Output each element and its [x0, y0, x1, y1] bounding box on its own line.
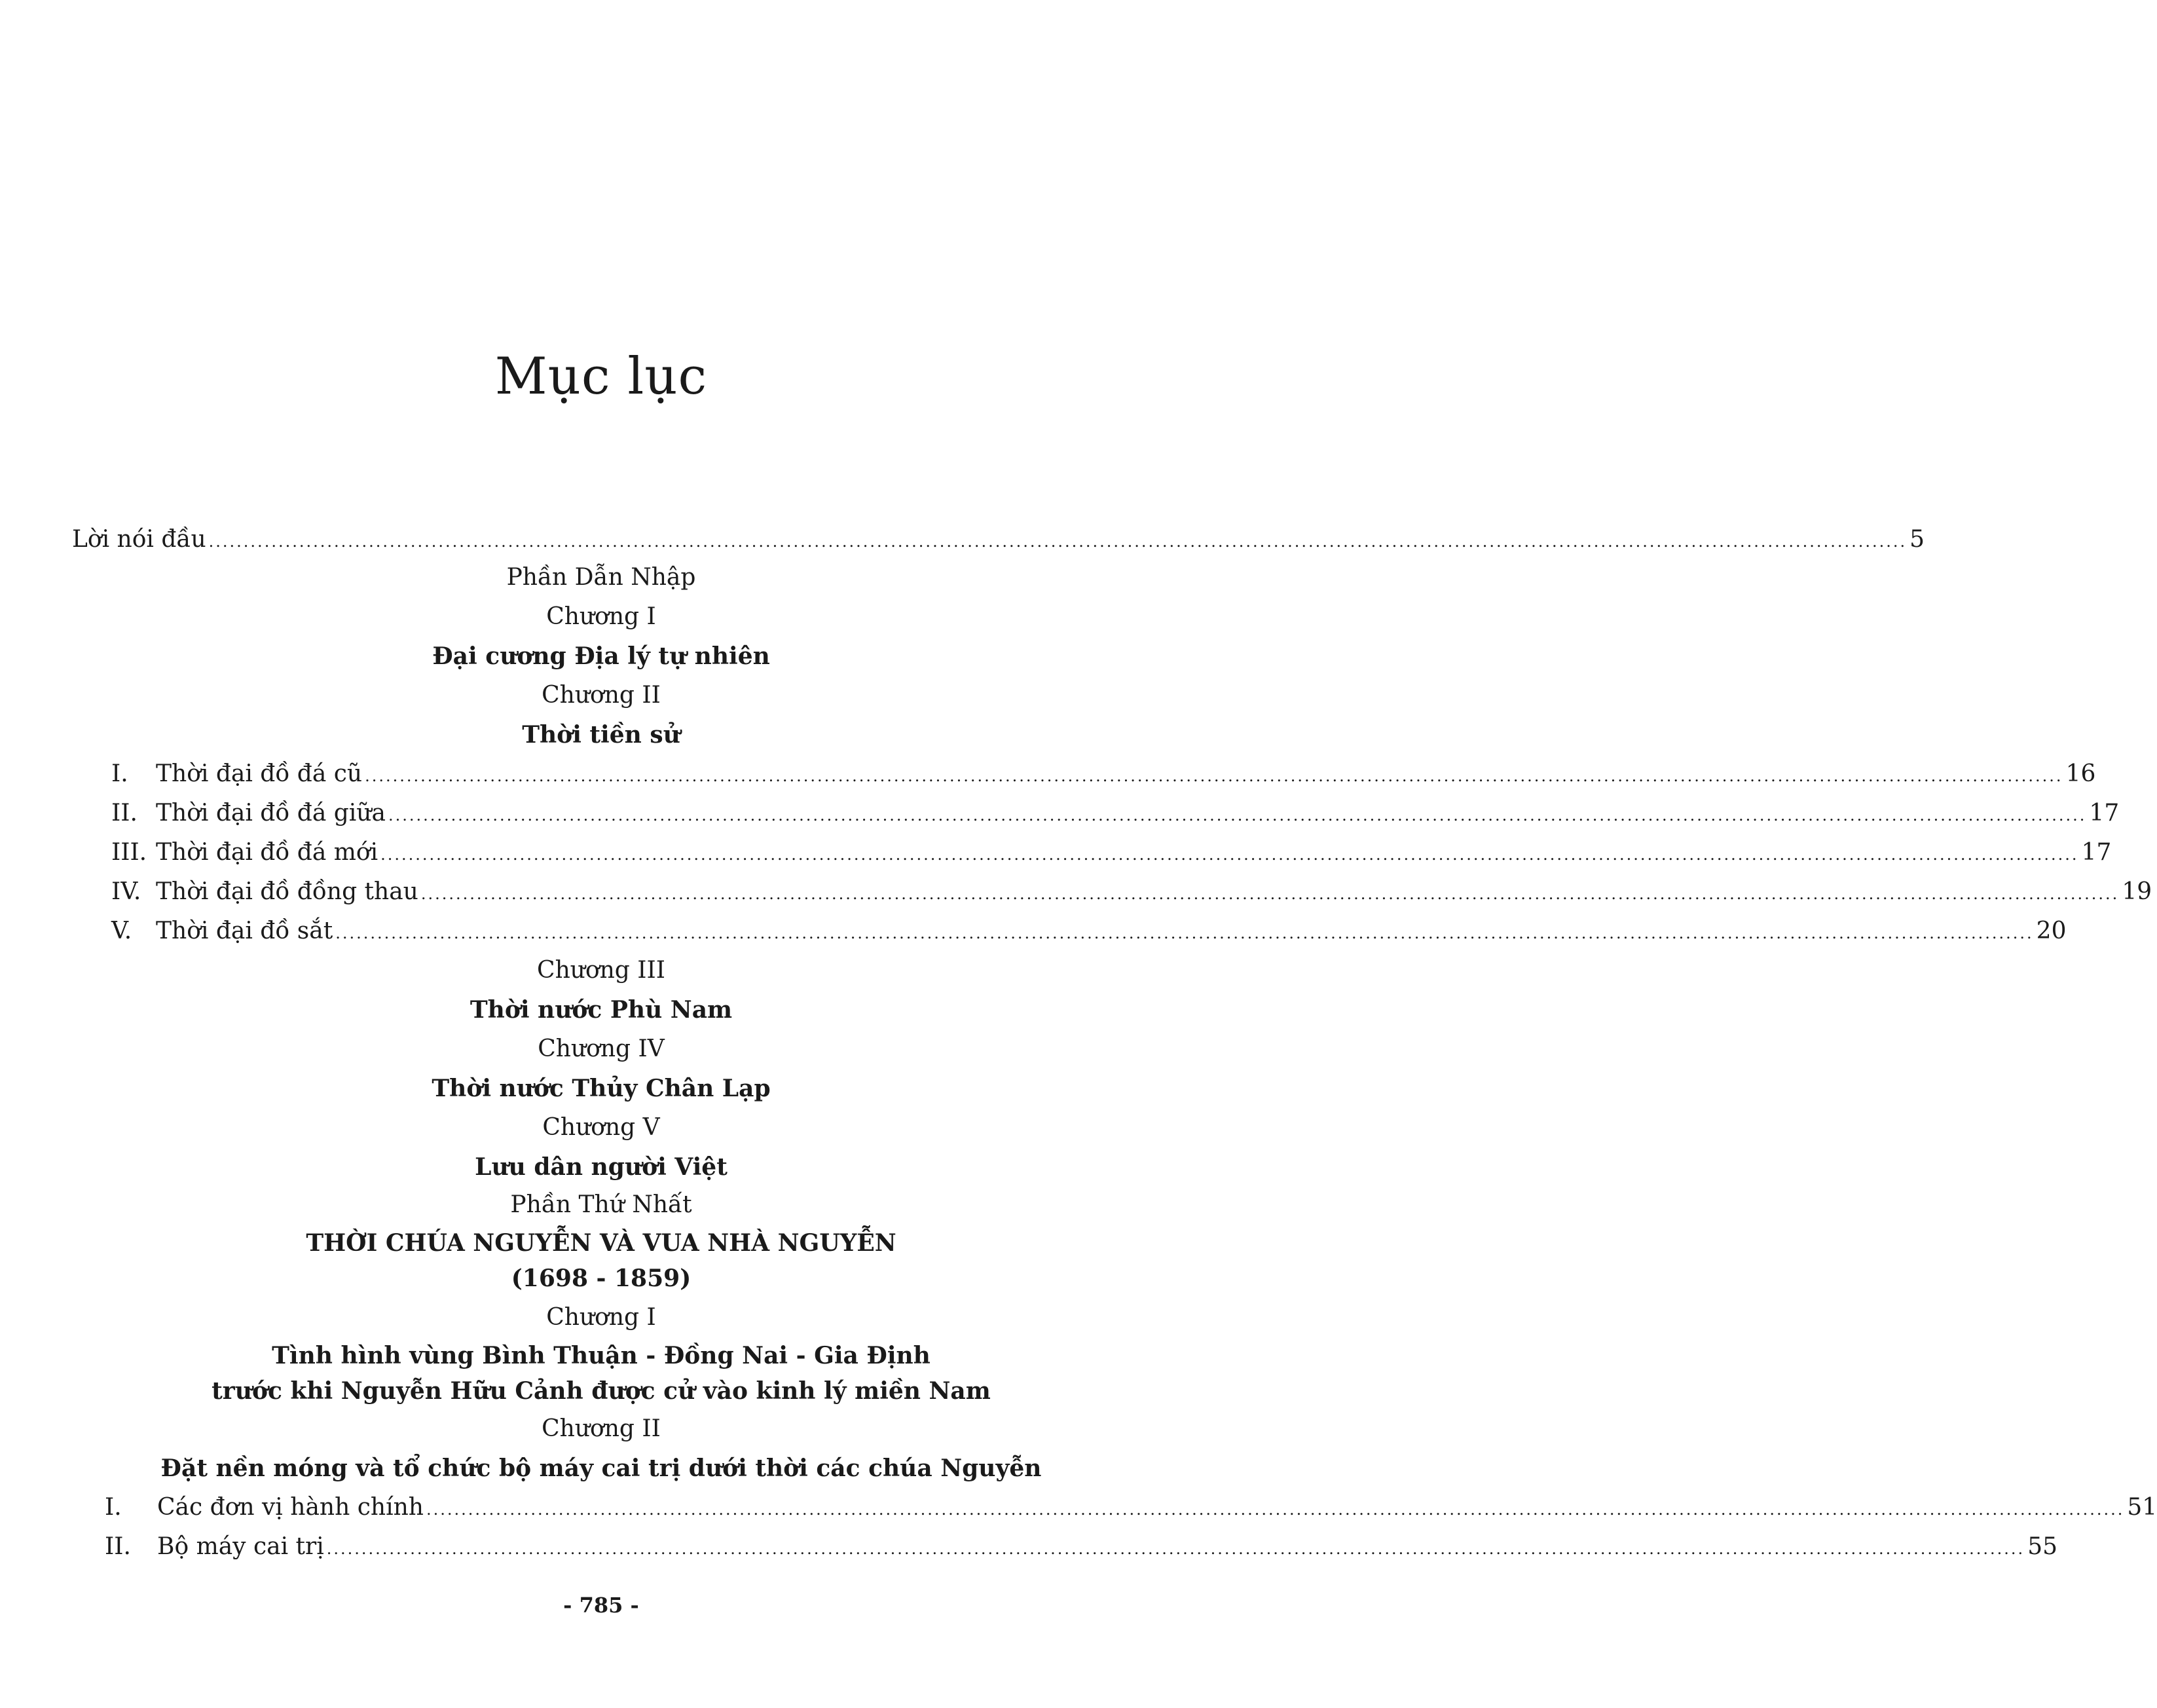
- chapter-label: Chương I: [546, 603, 656, 630]
- dot-leader: ....................................................................................................................................................................................................................................................: [335, 924, 2034, 942]
- toc-entry-number: IV.: [111, 878, 141, 905]
- toc-entry-label: Bộ máy cai trị: [157, 1533, 324, 1560]
- toc-page-number: 55: [2027, 1533, 2057, 1560]
- chapter-label: Chương V: [542, 1114, 660, 1141]
- toc-entry[interactable]: [111, 758, 2096, 792]
- chapter-title: Đại cương Địa lý tự nhiên: [432, 642, 770, 670]
- toc-entry-label: Lời nói đầu: [72, 526, 206, 553]
- chapter-label: Chương III: [537, 957, 665, 984]
- toc-entry-label: Thời đại đồ đá giữa: [156, 800, 386, 826]
- chapter-title: Thời nước Thủy Chân Lạp: [432, 1075, 771, 1102]
- toc-page-number: 20: [2036, 918, 2067, 944]
- toc-entry-number: III.: [111, 839, 147, 866]
- part-heading: Phần Dẫn Nhập: [506, 564, 696, 591]
- chapter-title: Lưu dân người Việt: [475, 1153, 728, 1181]
- page-title: Mục lục: [494, 347, 708, 406]
- toc-entry[interactable]: [111, 916, 2067, 949]
- toc-page-number: 17: [2089, 800, 2120, 826]
- toc-entry[interactable]: [111, 876, 2152, 910]
- toc-entry-number: II.: [111, 800, 138, 826]
- toc-entry-label: Các đơn vị hành chính: [157, 1494, 424, 1521]
- chapter-label: Chương II: [542, 682, 661, 709]
- toc-entry-label: Thời đại đồ đá cũ: [156, 760, 363, 787]
- chapter-title: Thời nước Phù Nam: [470, 996, 733, 1024]
- part-title: THỜI CHÚA NGUYỄN VÀ VUA NHÀ NGUYỄN: [306, 1229, 896, 1257]
- dot-leader: ....................................................................................................................................................................................................................................................: [420, 885, 2120, 903]
- toc-entry[interactable]: [105, 1492, 2157, 1525]
- chapter-title: Đặt nền móng và tổ chức bộ máy cai trị dưới thời các chúa Nguyễn: [160, 1455, 1042, 1482]
- toc-entry-label: Thời đại đồ đá mới: [156, 839, 378, 866]
- toc-page-number: 5: [1909, 526, 1925, 553]
- toc-page-number: 19: [2122, 878, 2152, 905]
- toc-entry-label: Thời đại đồ đồng thau: [156, 878, 418, 905]
- chapter-label: Chương II: [542, 1415, 661, 1442]
- toc-entry-label: Thời đại đồ sắt: [156, 918, 333, 944]
- dot-leader: ....................................................................................................................................................................................................................................................: [326, 1540, 2025, 1558]
- toc-entry[interactable]: [111, 837, 2112, 870]
- chapter-title-cont: trước khi Nguyễn Hữu Cảnh được cử vào kinh lý miền Nam: [212, 1377, 991, 1405]
- toc-page-number: 17: [2081, 839, 2112, 866]
- dot-leader: ....................................................................................................................................................................................................................................................: [426, 1500, 2125, 1519]
- part-heading: Phần Thứ Nhất: [510, 1191, 692, 1218]
- chapter-label: Chương I: [546, 1304, 656, 1331]
- dot-leader: ....................................................................................................................................................................................................................................................: [380, 845, 2079, 864]
- toc-page-number: 51: [2127, 1494, 2157, 1521]
- toc-page-number: 16: [2065, 760, 2096, 787]
- toc-entry-number: V.: [111, 918, 132, 944]
- page-number: - 785 -: [563, 1593, 639, 1618]
- dot-leader: ....................................................................................................................................................................................................................................................: [208, 532, 1908, 551]
- dot-leader: ....................................................................................................................................................................................................................................................: [365, 767, 2063, 785]
- dot-leader: ....................................................................................................................................................................................................................................................: [388, 806, 2087, 825]
- toc-entry-number: I.: [111, 760, 128, 787]
- part-years: (1698 - 1859): [511, 1265, 691, 1292]
- chapter-label: Chương IV: [538, 1035, 665, 1062]
- chapter-title: Tình hình vùng Bình Thuận - Đồng Nai - Gia Định: [272, 1342, 931, 1369]
- toc-entry[interactable]: [111, 798, 2120, 831]
- toc-entry-number: II.: [105, 1533, 131, 1560]
- chapter-title: Thời tiền sử: [522, 721, 680, 749]
- toc-entry[interactable]: [105, 1531, 2057, 1565]
- toc-entry-preface[interactable]: [72, 524, 1925, 557]
- toc-entry-number: I.: [105, 1494, 122, 1521]
